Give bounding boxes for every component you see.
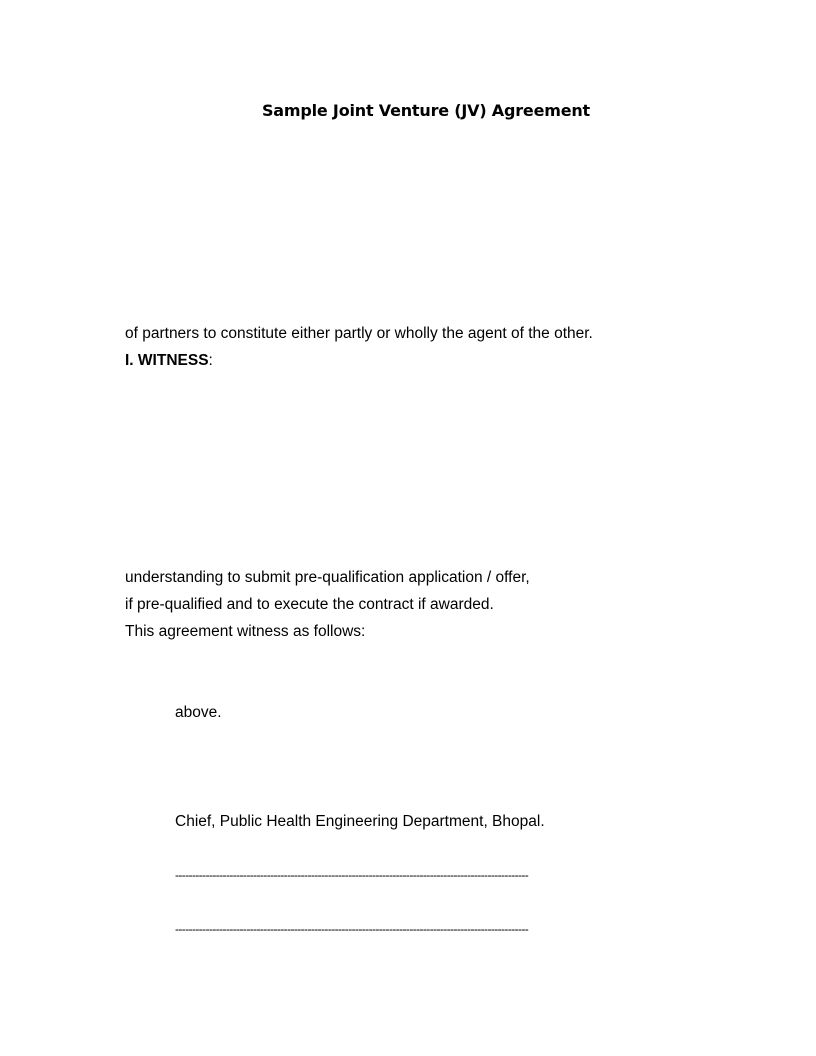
dashed-fill-line-2: -------------------------------------------------------------------------------------------------------- bbox=[175, 922, 529, 936]
indented-text-chief: Chief, Public Health Engineering Department, Bhopal. bbox=[175, 813, 545, 830]
paragraph-understanding-line-3: This agreement witness as follows: bbox=[125, 623, 366, 640]
paragraph-understanding-line-1: understanding to submit pre-qualification application / offer, bbox=[125, 569, 530, 586]
indented-text-above: above. bbox=[175, 704, 222, 721]
dashed-fill-line-1: -------------------------------------------------------------------------------------------------------- bbox=[175, 868, 529, 882]
paragraph-partners: of partners to constitute either partly or wholly the agent of the other. bbox=[125, 325, 593, 342]
document-title: Sample Joint Venture (JV) Agreement bbox=[261, 101, 591, 120]
witness-heading bbox=[125, 352, 213, 370]
paragraph-understanding-line-2: if pre-qualified and to execute the contract if awarded. bbox=[125, 596, 494, 613]
witness-label: I. WITNESS bbox=[125, 352, 209, 369]
witness-colon: : bbox=[208, 352, 213, 369]
